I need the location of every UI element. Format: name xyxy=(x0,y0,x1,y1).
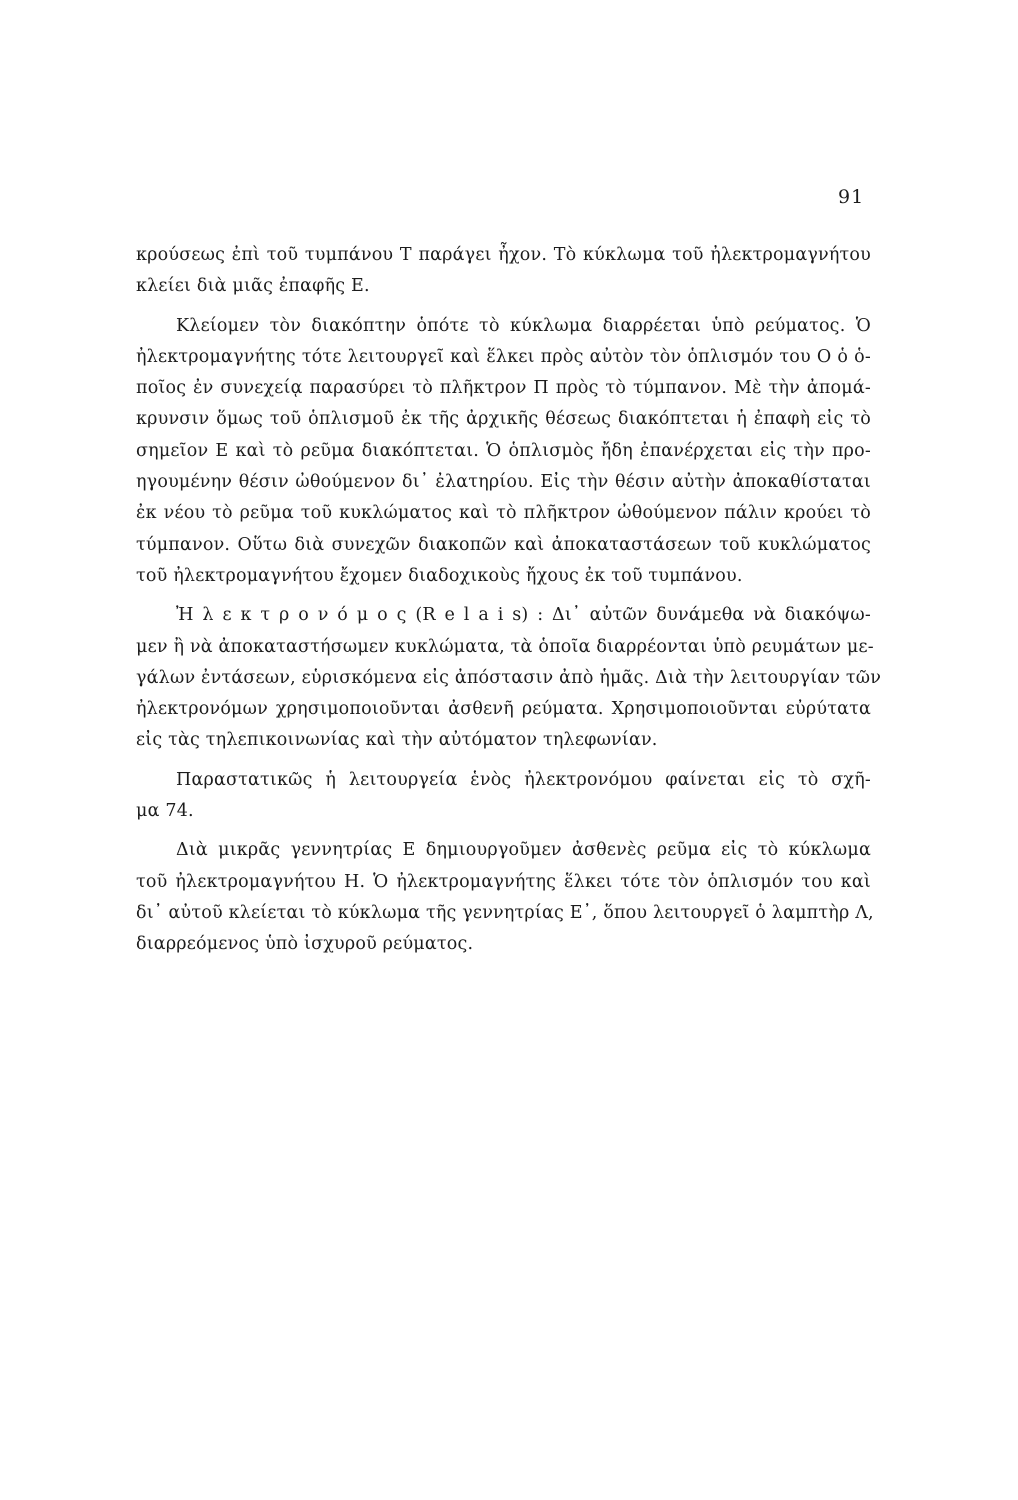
text-line: δι᾽ αὐτοῦ κλείεται τὸ κύκλωμα τῆς γεννητρίας Ε᾽, ὅπου λειτουργεῖ ὁ λαμπτὴρ Λ, xyxy=(136,902,874,923)
text-line: κρυνσιν ὅμως τοῦ ὁπλισμοῦ ἐκ τῆς ἀρχικῆς θέσεως διακόπτεται ἡ ἐπαφὴ εἰς τὸ xyxy=(136,409,871,430)
text-line: κλείει διὰ μιᾶς ἐπαφῆς Ε. xyxy=(136,276,370,297)
text-line: Ἠ λ ε κ τ ρ ο ν ό μ ο ς (R e l a i s) : Δι᾽ αὐτῶν δυνάμεθα νὰ διακόψω- xyxy=(176,605,871,626)
text-line: τύμπανον. Οὕτω διὰ συνεχῶν διακοπῶν καὶ ἀποκαταστάσεων τοῦ κυκλώματος xyxy=(136,534,871,555)
text-line: ἠλεκτρονόμων χρησιμοποιοῦνται ἀσθενῆ ρεύματα. Χρησιμοποιοῦνται εὐρύτατα xyxy=(136,699,871,720)
text-line: Κλείομεν τὸν διακόπτην ὁπότε τὸ κύκλωμα διαρρέεται ὑπὸ ρεύματος. Ὁ xyxy=(176,315,871,336)
text-line: Παραστατικῶς ἡ λειτουργεία ἑνὸς ἠλεκτρονόμου φαίνεται εἰς τὸ σχῆ- xyxy=(176,769,871,790)
text-line: εἰς τὰς τηλεπικοινωνίας καὶ τὴν αὐτόματον τηλεφωνίαν. xyxy=(136,730,658,751)
text-line: μεν ἢ νὰ ἀποκαταστήσωμεν κυκλώματα, τὰ ὁποῖα διαρρέονται ὑπὸ ρευμάτων με- xyxy=(136,636,874,657)
text-line: ἠλεκτρομαγνήτης τότε λειτουργεῖ καὶ ἕλκει πρὸς αὐτὸν τὸν ὁπλισμόν του Ο ὁ ὁ- xyxy=(136,346,871,367)
text-line: ἐκ νέου τὸ ρεῦμα τοῦ κυκλώματος καὶ τὸ πλῆκτρον ὠθούμενον πάλιν κρούει τὸ xyxy=(136,503,871,524)
text-line: τοῦ ἠλεκτρομαγνήτου Η. Ὁ ἠλεκτρομαγνήτης ἕλκει τότε τὸν ὁπλισμόν του καὶ xyxy=(136,871,871,892)
text-line: Διὰ μικρᾶς γεννητρίας Ε δημιουργοῦμεν ἀσθενὲς ρεῦμα εἰς τὸ κύκλωμα xyxy=(176,840,871,861)
text-line: γάλων ἐντάσεων, εὑρισκόμενα εἰς ἀπόστασιν ἀπὸ ἡμᾶς. Διὰ τὴν λειτουργίαν τῶν xyxy=(136,667,882,688)
text-line: ποῖος ἐν συνεχείᾳ παρασύρει τὸ πλῆκτρον Π πρὸς τὸ τύμπανον. Μὲ τὴν ἀπομά- xyxy=(136,378,871,399)
text-line: μα 74. xyxy=(136,801,194,822)
page-number: 91 xyxy=(838,186,865,208)
text-line: ηγουμένην θέσιν ὠθούμενον δι᾽ ἐλατηρίου. Εἰς τὴν θέσιν αὐτὴν ἀποκαθίσταται xyxy=(136,472,871,493)
text-line: σημεῖον Ε καὶ τὸ ρεῦμα διακόπτεται. Ὁ ὁπλισμὸς ἤδη ἐπανέρχεται εἰς τὴν προ- xyxy=(136,440,871,461)
text-line: διαρρεόμενος ὑπὸ ἰσχυροῦ ρεύματος. xyxy=(136,934,474,955)
text-line: τοῦ ἠλεκτρομαγνήτου ἔχομεν διαδοχικοὺς ἤχους ἐκ τοῦ τυμπάνου. xyxy=(136,565,743,586)
body-text xyxy=(136,240,882,961)
text-line: κρούσεως ἐπὶ τοῦ τυμπάνου Τ παράγει ἦχον. Τὸ κύκλωμα τοῦ ἠλεκτρομαγνήτου xyxy=(136,245,871,265)
